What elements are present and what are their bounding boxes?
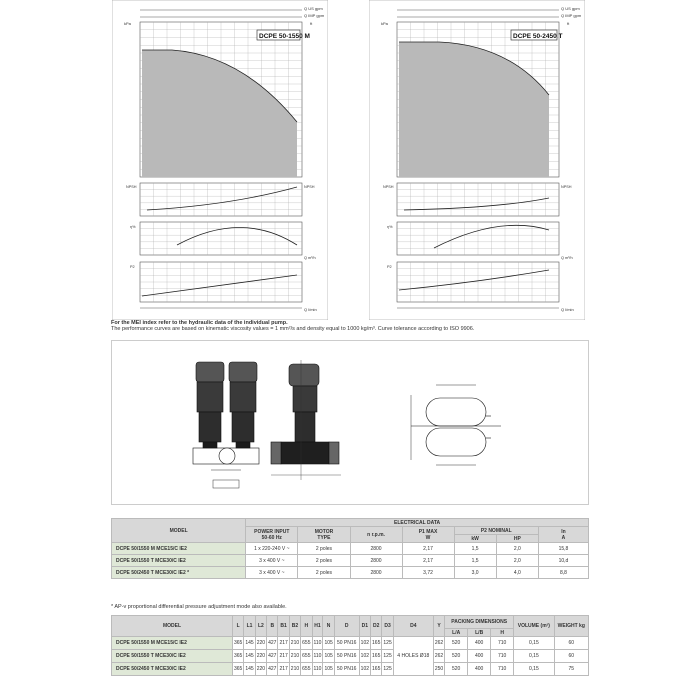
col-in: In A [538, 527, 588, 543]
col-p2: P2 NOMINAL [454, 527, 538, 535]
value-cell: 1,5 [454, 543, 496, 555]
npsh-curve [404, 198, 549, 210]
table-row [112, 555, 589, 567]
value-cell: 217 [278, 637, 289, 650]
value-cell: 125 [382, 663, 393, 676]
value-cell: 427 [267, 650, 278, 663]
value-cell: 1 x 220-240 V ~ [246, 543, 298, 555]
col-h-pack: H [491, 629, 514, 637]
value-cell: 10,d [538, 555, 588, 567]
table-row [112, 567, 589, 579]
value-cell: 427 [267, 637, 278, 650]
model-label: DCPE 50-2450 T [513, 33, 563, 40]
value-cell: 2 poles [298, 567, 350, 579]
value-cell: 110 [312, 637, 323, 650]
col-b2: B2 [289, 616, 300, 637]
value-cell: 4,0 [496, 567, 538, 579]
value-cell: 110 [312, 663, 323, 676]
head-area [142, 50, 297, 177]
value-cell: 2800 [350, 567, 402, 579]
model-cell: DCPE 50/1550 T MCE30/C IE2 [112, 650, 233, 663]
col-weight: WEIGHT kg [554, 616, 588, 637]
p2-curve [142, 275, 297, 296]
value-cell: 105 [323, 650, 334, 663]
col-h: H [301, 616, 312, 637]
value-cell: 365 [233, 637, 244, 650]
value-cell: 365 [233, 663, 244, 676]
col-p1: P1 MAX W [402, 527, 454, 543]
col-l: L [233, 616, 244, 637]
electrical-data-table [111, 518, 589, 579]
col-y: Y [433, 616, 444, 637]
col-model: MODEL [112, 519, 246, 543]
y-head-label: kPa [381, 21, 388, 26]
value-cell: 105 [323, 637, 334, 650]
eff-label: η% [387, 225, 393, 229]
value-cell: 217 [278, 650, 289, 663]
top-axis2-label: Q IMP gpm [304, 13, 325, 18]
value-cell: 365 [233, 650, 244, 663]
value-cell: 262 [433, 637, 444, 650]
value-cell: 1,5 [454, 555, 496, 567]
col-d3: D3 [382, 616, 393, 637]
value-cell: 0,15 [514, 637, 554, 650]
notes [111, 320, 591, 332]
value-cell: 655 [301, 650, 312, 663]
y-head-right-label: ft [310, 21, 313, 26]
col-motor: MOTOR TYPE [298, 527, 350, 543]
y-head-label: kPa [124, 21, 131, 26]
col-d1: D1 [359, 616, 370, 637]
col-d2: D2 [371, 616, 382, 637]
npsh-label: NPSH [383, 185, 394, 189]
col-b1: B1 [278, 616, 289, 637]
value-cell: 2,17 [402, 543, 454, 555]
col-l1: L1 [244, 616, 255, 637]
model-label: DCPE 50-1550 M [259, 33, 310, 40]
value-cell: 2 poles [298, 555, 350, 567]
value-cell: 400 [468, 650, 491, 663]
table-row [112, 663, 589, 676]
top-axis-label: Q US gpm [304, 6, 323, 11]
value-cell: 710 [491, 650, 514, 663]
p2-label: P2 [387, 265, 392, 269]
value-cell: 165 [371, 637, 382, 650]
value-cell: 210 [289, 663, 300, 676]
p2-curve [399, 270, 549, 290]
value-cell: 220 [255, 650, 266, 663]
holes-cell: 4 HOLES Ø18 [393, 637, 433, 676]
model-cell: DCPE 50/2450 T MCE30/C IE2 * [112, 567, 246, 579]
value-cell: 165 [371, 663, 382, 676]
value-cell: 220 [255, 663, 266, 676]
col-hp: HP [496, 535, 538, 543]
right-performance-chart [369, 0, 585, 320]
value-cell: 655 [301, 637, 312, 650]
value-cell: 2,0 [496, 555, 538, 567]
value-cell: 210 [289, 650, 300, 663]
value-cell: 400 [468, 637, 491, 650]
bottom-axis-label: Q l/min [561, 307, 574, 312]
value-cell: 220 [255, 637, 266, 650]
col-power-input: POWER INPUT 50-60 Hz [246, 527, 298, 543]
value-cell: 110 [312, 650, 323, 663]
value-cell: 75 [554, 663, 588, 676]
value-cell: 145 [244, 637, 255, 650]
pump-front-view [271, 364, 339, 464]
value-cell: 60 [554, 650, 588, 663]
value-cell: 3,0 [454, 567, 496, 579]
pump-top-view [411, 398, 501, 456]
value-cell: 0,15 [514, 663, 554, 676]
value-cell: 262 [433, 650, 444, 663]
value-cell: 520 [445, 663, 468, 676]
model-cell: DCPE 50/2450 T MCE30/C IE2 [112, 663, 233, 676]
value-cell: 2,0 [496, 543, 538, 555]
value-cell: 145 [244, 663, 255, 676]
value-cell: 105 [323, 663, 334, 676]
value-cell: 210 [289, 637, 300, 650]
ap-note: * AP-v proportional differential pressure adjustment mode also available. [111, 604, 287, 610]
value-cell: 50 PN16 [334, 663, 359, 676]
value-cell: 655 [301, 663, 312, 676]
value-cell: 2800 [350, 543, 402, 555]
value-cell: 50 PN16 [334, 637, 359, 650]
col-h1: H1 [312, 616, 323, 637]
value-cell: 427 [267, 663, 278, 676]
col-la: L/A [445, 629, 468, 637]
dimensions-table [111, 615, 589, 676]
table-row [112, 543, 589, 555]
col-model: MODEL [112, 616, 233, 637]
col-b: B [267, 616, 278, 637]
col-n: N [323, 616, 334, 637]
pump-side-view [193, 362, 259, 464]
model-cell: DCPE 50/1550 T MCE30/C IE2 [112, 555, 246, 567]
value-cell: 400 [468, 663, 491, 676]
top-axis2-label: Q IMP gpm [561, 13, 582, 18]
mei-note: For the MEI index refer to the hydraulic data of the individual pump. [111, 320, 288, 326]
y-head-right-label: ft [567, 21, 570, 26]
value-cell: 125 [382, 650, 393, 663]
value-cell: 165 [371, 650, 382, 663]
value-cell: 520 [445, 650, 468, 663]
value-cell: 102 [359, 650, 370, 663]
value-cell: 125 [382, 637, 393, 650]
left-performance-chart [112, 0, 328, 320]
npsh-curve [147, 187, 297, 210]
p2-label: P2 [130, 265, 135, 269]
efficiency-curve [177, 228, 297, 246]
pump-drawing [111, 340, 589, 505]
value-cell: 3,72 [402, 567, 454, 579]
value-cell: 145 [244, 650, 255, 663]
col-kw: kW [454, 535, 496, 543]
col-d: D [334, 616, 359, 637]
value-cell: 0,15 [514, 650, 554, 663]
bottom-axis-label: Q l/min [304, 307, 317, 312]
model-cell: DCPE 50/1550 M MCE15/C IE2 [112, 637, 233, 650]
q-label: Q m³/h [561, 256, 573, 260]
value-cell: 50 PN16 [334, 650, 359, 663]
col-d4: D4 [393, 616, 433, 637]
col-volume: VOLUME (m³) [514, 616, 554, 637]
top-axis-label: Q US gpm [561, 6, 580, 11]
col-l2: L2 [255, 616, 266, 637]
q-label: Q m³/h [304, 256, 316, 260]
value-cell: 8,8 [538, 567, 588, 579]
value-cell: 520 [445, 637, 468, 650]
npsh-label: NPSH [126, 185, 137, 189]
value-cell: 3 x 400 V ~ [246, 567, 298, 579]
col-lb: L/B [468, 629, 491, 637]
value-cell: 217 [278, 663, 289, 676]
value-cell: 250 [433, 663, 444, 676]
table-row [112, 637, 589, 650]
table-row [112, 650, 589, 663]
value-cell: 710 [491, 637, 514, 650]
value-cell: 2800 [350, 555, 402, 567]
model-cell: DCPE 50/1550 M MCE15/C IE2 [112, 543, 246, 555]
head-area [399, 42, 549, 177]
npsh-right-label: NPSH [304, 185, 315, 189]
col-rpm: n r.p.m. [350, 527, 402, 543]
value-cell: 60 [554, 637, 588, 650]
eff-label: η% [130, 225, 136, 229]
value-cell: 102 [359, 637, 370, 650]
col-packing: PACKING DIMENSIONS [445, 616, 514, 629]
value-cell: 2 poles [298, 543, 350, 555]
curves-note: The performance curves are based on kinematic viscosity values = 1 mm²/s and density equal to 1000 kg/m³. Curve tolerance according to ISO 9906. [111, 326, 475, 332]
value-cell: 710 [491, 663, 514, 676]
value-cell: 102 [359, 663, 370, 676]
electrical-title: ELECTRICAL DATA [246, 519, 589, 527]
value-cell: 2,17 [402, 555, 454, 567]
npsh-right-label: NPSH [561, 185, 572, 189]
value-cell: 3 x 400 V ~ [246, 555, 298, 567]
value-cell: 15,8 [538, 543, 588, 555]
